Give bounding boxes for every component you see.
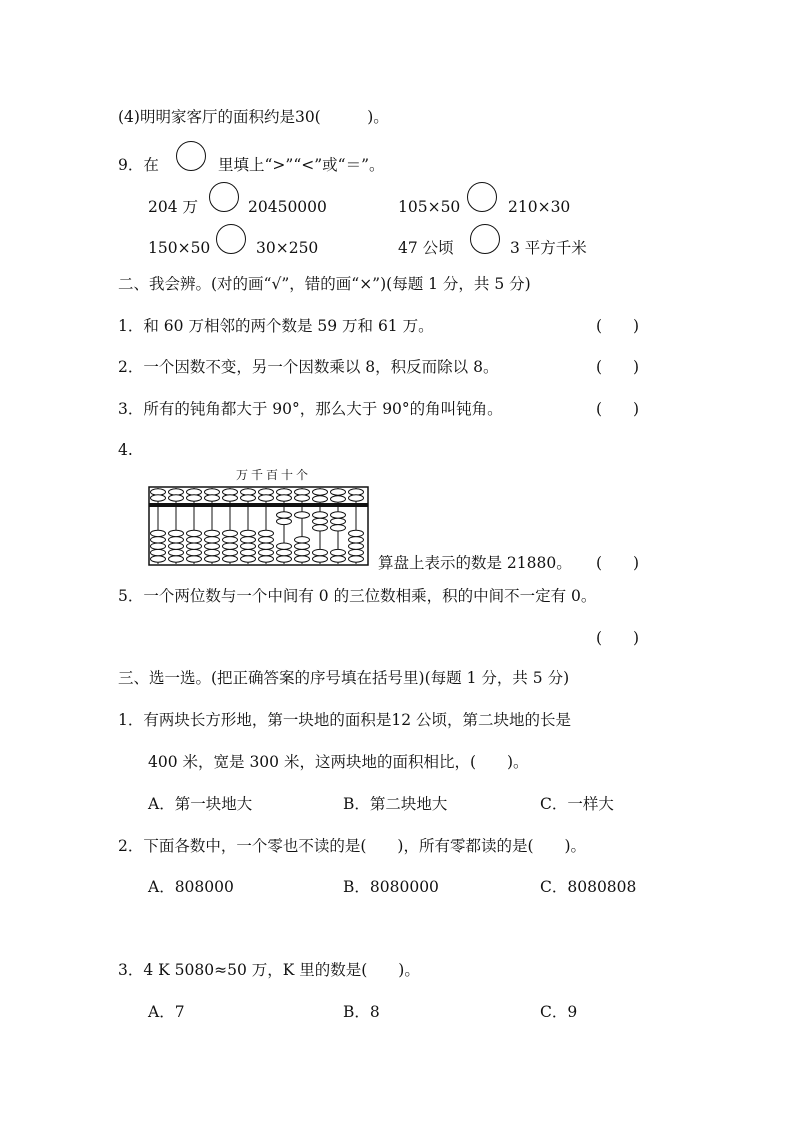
option-c: C．9 xyxy=(540,1003,578,1021)
choice-question-2: 2．下面各数中，一个零也不读的是( )，所有零都读的是( )。 xyxy=(118,837,587,855)
abacus-bead xyxy=(169,489,184,495)
abacus-bead xyxy=(241,556,256,562)
abacus-bead xyxy=(151,543,166,549)
abacus-bead xyxy=(313,518,328,524)
abacus-bead xyxy=(169,530,184,536)
abacus-bead xyxy=(259,489,274,495)
abacus-bead xyxy=(151,556,166,562)
abacus-bead xyxy=(169,549,184,555)
abacus-bead xyxy=(277,543,292,549)
abacus-bead xyxy=(331,525,346,531)
abacus-bead xyxy=(169,543,184,549)
abacus-bead xyxy=(277,518,292,524)
abacus-bead xyxy=(205,489,220,495)
abacus-bead xyxy=(205,543,220,549)
compare-left: 204 万 xyxy=(148,198,199,216)
abacus-bead xyxy=(331,489,346,495)
abacus-bead xyxy=(205,537,220,543)
compare-right: 210×30 xyxy=(508,198,571,216)
abacus-bead xyxy=(313,525,328,531)
option-b: B．8080000 xyxy=(343,878,439,896)
abacus-bead xyxy=(205,495,220,501)
option-b: B．8 xyxy=(343,1003,380,1021)
abacus-bead xyxy=(313,549,328,555)
compare-right: 30×250 xyxy=(256,239,319,257)
abacus-bead xyxy=(259,537,274,543)
abacus-bead xyxy=(313,496,328,502)
choice-question-1-line1: 1．有两块长方形地，第一块地的面积是12 公顷，第二块地的长是 xyxy=(118,711,572,729)
abacus-bead xyxy=(295,556,310,562)
abacus-bead xyxy=(313,512,328,518)
abacus-bead xyxy=(151,489,166,495)
judge-question-5: 5．一个两位数与一个中间有 0 的三位数相乘，积的中间不一定有 0。 xyxy=(118,587,597,605)
abacus-bead xyxy=(241,549,256,555)
answer-parentheses[interactable]: ( ) xyxy=(596,317,640,335)
abacus-bead xyxy=(349,549,364,555)
abacus-bead xyxy=(223,495,238,501)
option-c: C．一样大 xyxy=(540,795,614,813)
answer-circle[interactable] xyxy=(216,224,246,254)
compare-left: 47 公顷 xyxy=(398,239,454,257)
abacus-bead xyxy=(151,530,166,536)
abacus-bead xyxy=(277,489,292,495)
abacus-bead xyxy=(259,556,274,562)
abacus-bead xyxy=(169,537,184,543)
abacus-bead xyxy=(151,495,166,501)
abacus-bead xyxy=(259,549,274,555)
abacus-bead xyxy=(331,518,346,524)
option-c: C．8080808 xyxy=(540,878,637,896)
abacus-bead xyxy=(223,489,238,495)
abacus-bead xyxy=(331,549,346,555)
abacus-bead xyxy=(169,556,184,562)
abacus-bead xyxy=(223,543,238,549)
abacus-bead xyxy=(331,512,346,518)
answer-parentheses[interactable]: ( ) xyxy=(596,554,640,572)
abacus-bead xyxy=(223,530,238,536)
abacus-bead xyxy=(151,537,166,543)
abacus-bead xyxy=(241,495,256,501)
option-a: A．7 xyxy=(148,1003,185,1021)
abacus-bead xyxy=(295,495,310,501)
abacus-bead xyxy=(205,530,220,536)
answer-circle[interactable] xyxy=(209,182,239,212)
abacus-bead xyxy=(241,489,256,495)
abacus-bead xyxy=(187,530,202,536)
section-2-title: 二、我会辨。(对的画“√”，错的画“×”)(每题 1 分，共 5 分) xyxy=(118,275,531,293)
judge-question-4-text: 算盘上表示的数是 21880。 xyxy=(378,554,572,572)
abacus-bead xyxy=(187,495,202,501)
compare-left: 105×50 xyxy=(398,198,461,216)
abacus-bead xyxy=(259,530,274,536)
abacus-bead xyxy=(331,556,346,562)
abacus-bead xyxy=(295,489,310,495)
abacus-bead xyxy=(295,537,310,543)
abacus-bead xyxy=(241,530,256,536)
abacus-bead xyxy=(295,512,310,518)
abacus-bead xyxy=(187,537,202,543)
abacus-bead xyxy=(205,549,220,555)
abacus-bead xyxy=(277,556,292,562)
answer-parentheses[interactable]: ( ) xyxy=(596,629,640,647)
compare-right: 20450000 xyxy=(248,198,327,216)
abacus-bead xyxy=(151,549,166,555)
abacus-bead xyxy=(259,543,274,549)
abacus-bead xyxy=(295,549,310,555)
abacus-bead xyxy=(223,537,238,543)
abacus-bead xyxy=(349,489,364,495)
option-a: A．808000 xyxy=(148,878,234,896)
abacus-place-labels: 万千百十个 xyxy=(236,468,312,482)
abacus-bead xyxy=(349,530,364,536)
answer-parentheses[interactable]: ( ) xyxy=(596,400,640,418)
abacus-bead xyxy=(349,537,364,543)
question-8-4: (4)明明家客厅的面积约是30( )。 xyxy=(118,108,389,126)
answer-circle[interactable] xyxy=(470,224,500,254)
compare-left: 150×50 xyxy=(148,239,211,257)
judge-question-4-number: 4. xyxy=(118,441,133,459)
section-3-title: 三、选一选。(把正确答案的序号填在括号里)(每题 1 分，共 5 分) xyxy=(118,669,570,687)
abacus-bead xyxy=(349,543,364,549)
abacus-bead xyxy=(187,489,202,495)
abacus-bead xyxy=(187,556,202,562)
option-a: A．第一块地大 xyxy=(148,795,253,813)
answer-circle[interactable] xyxy=(467,182,497,212)
answer-parentheses[interactable]: ( ) xyxy=(596,358,640,376)
judge-question-2: 2．一个因数不变，另一个因数乘以 8，积反而除以 8。 xyxy=(118,358,499,376)
judge-question-3: 3．所有的钝角都大于 90°，那么大于 90°的角叫钝角。 xyxy=(118,400,503,418)
choice-question-1-line2: 400 米，宽是 300 米，这两块地的面积相比，( )。 xyxy=(148,753,529,771)
abacus-bead xyxy=(223,556,238,562)
abacus-bead xyxy=(205,556,220,562)
choice-question-3: 3．4 K 5080≈50 万，K 里的数是( )。 xyxy=(118,961,420,979)
abacus-bead xyxy=(295,543,310,549)
abacus-bead xyxy=(349,556,364,562)
abacus-bead xyxy=(277,495,292,501)
question-9-instruction: 里填上“>”“<”或“＝”。 xyxy=(218,156,385,174)
compare-right: 3 平方千米 xyxy=(510,239,587,257)
abacus-bead xyxy=(277,549,292,555)
abacus-bead xyxy=(277,512,292,518)
option-b: B．第二块地大 xyxy=(343,795,448,813)
abacus-bead xyxy=(187,543,202,549)
abacus-bead xyxy=(241,537,256,543)
abacus-bead xyxy=(169,495,184,501)
judge-question-1: 1．和 60 万相邻的两个数是 59 万和 61 万。 xyxy=(118,317,434,335)
abacus-bead xyxy=(187,549,202,555)
abacus-bead xyxy=(331,496,346,502)
abacus-bead xyxy=(313,556,328,562)
abacus-bead xyxy=(259,495,274,501)
abacus-bead xyxy=(313,489,328,495)
abacus-image xyxy=(148,469,369,567)
answer-circle[interactable] xyxy=(176,141,206,171)
abacus-bead xyxy=(241,543,256,549)
question-9-label: 9．在 xyxy=(118,156,159,174)
abacus-bead xyxy=(223,549,238,555)
abacus-bead xyxy=(349,495,364,501)
